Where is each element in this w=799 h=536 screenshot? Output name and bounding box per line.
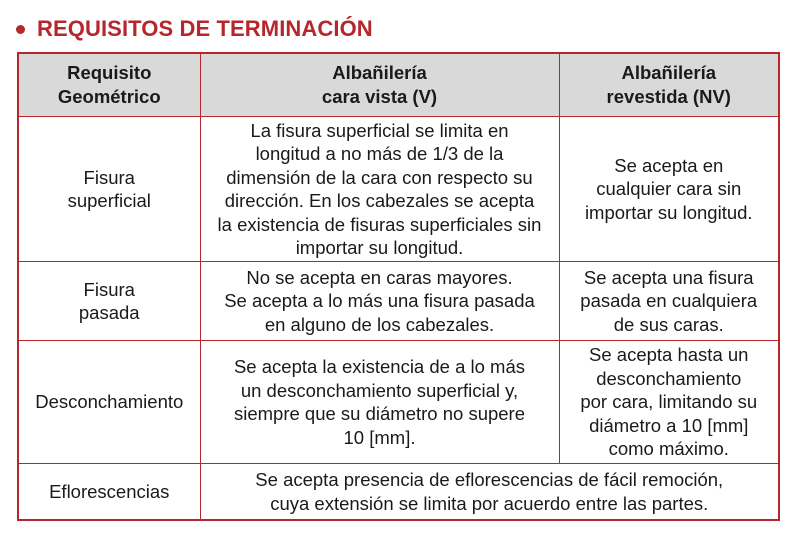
section-title: REQUISITOS DE TERMINACIÓN	[37, 16, 373, 41]
row-label: Eflorescencias	[18, 464, 200, 521]
header-revestida: Albañilería revestida (NV)	[559, 53, 779, 117]
cara-vista-cell: La fisura superficial se limita en longitud a no más de 1/3 de la dimensión de la cara con respecto su dirección. En los cabezales se acepta la existencia de fisuras superficiales sin importar su longitud.	[200, 117, 559, 262]
bullet-icon	[16, 25, 25, 34]
row-label: Fisura superficial	[18, 117, 200, 262]
header-requirement: Requisito Geométrico	[18, 53, 200, 117]
section-heading	[16, 13, 373, 45]
requirements-table	[17, 52, 780, 521]
table-row-fisura-pasada	[18, 262, 779, 341]
row-label: Desconchamiento	[18, 341, 200, 464]
revestida-cell: Se acepta una fisura pasada en cualquiera de sus caras.	[559, 262, 779, 341]
table-row-eflorescencias	[18, 464, 779, 521]
cara-vista-cell: No se acepta en caras mayores. Se acepta a lo más una fisura pasada en alguno de los cabezales.	[200, 262, 559, 341]
revestida-cell: Se acepta hasta un desconchamiento por cara, limitando su diámetro a 10 [mm] como máximo.	[559, 341, 779, 464]
header-cara-vista: Albañilería cara vista (V)	[200, 53, 559, 117]
cara-vista-cell: Se acepta la existencia de a lo más un desconchamiento superficial y, siempre que su diámetro no supere 10 [mm].	[200, 341, 559, 464]
revestida-cell: Se acepta en cualquier cara sin importar su longitud.	[559, 117, 779, 262]
table-header-row	[18, 53, 779, 117]
row-label: Fisura pasada	[18, 262, 200, 341]
table-row-desconchamiento	[18, 341, 779, 464]
table-row-fisura-superficial	[18, 117, 779, 262]
merged-cell: Se acepta presencia de eflorescencias de fácil remoción, cuya extensión se limita por acuerdo entre las partes.	[200, 464, 779, 521]
